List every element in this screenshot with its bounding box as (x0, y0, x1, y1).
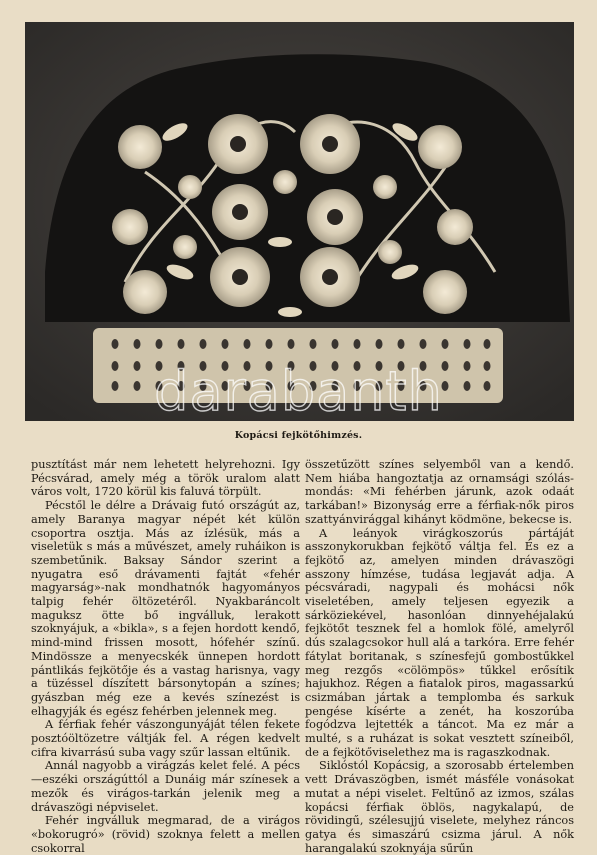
figure-caption: Kopácsi fejkötőhimzés. (234, 430, 363, 441)
paragraph: Siklóstól Kopácsig, a szorosabb értelemben vett Drávaszögben, ismét másféle vonásokat mutat a népi viselet. Feltűnő az izmos, szálas kopácsi férfiak öblös, nagykalapú, de rövidingű, szélesujjú viselete, melyhez ráncos gatya és simaszárú csizma járul. A nők harangalakú szoknyája sűrűn (305, 759, 574, 855)
paragraph: A férfiak fehér vászongunyáját télen fekete posztóöltözetre váltják fel. A régen kedvelt cifra kivarrású suba vagy szűr lassan eltűnik. (31, 718, 300, 759)
paragraph: Annál nagyobb a virágzás kelet felé. A pécs—eszéki országúttól a Dunáig már színesek a mezők és virágos-tarkán jelenik meg a drávaszögi népviselet. (31, 759, 300, 814)
paragraph: összetűzött színes selyemből van a kendő. Nem hiába hangoztatja az ornamsági szólás-mondás: «Mi fehérben járunk, azok odaát tarkában!» Bizonyság erre a férfiak-nők piros szattyánvirággal kihányt ködmöne, bekecse is. (305, 458, 574, 526)
right-text-column (305, 458, 574, 855)
paragraph: pusztítást már nem lehetett helyrehozni. Igy Pécsvárad, amely még a török uralom alatt város volt, 1720 körül kis faluvá törpült. (31, 458, 300, 499)
left-text-column (31, 458, 300, 855)
paragraph: Fehér ingválluk megmarad, de a virágos «bokorugró» (rövid) szoknya felett a mellen csokorral (31, 814, 300, 855)
paragraph: A leányok virágkoszorús pártáját asszonykorukban fejkötő váltja fel. És ez a fejkötő az, amelyen minden drávaszögi asszony hímzése, tudása legjavát adja. A pécsváradi, nagypali és mohácsi nők viseletében, amely teljesen egyezik a sárköziekével, hasonlóan dinnyehéjalakú fejkötőt tesznek fel a homlok fölé, amelyről dús szalagcsokor hull alá a tarkóra. Erre fehér fátylat boritanak, s színesfejű gombostűkkel meg rezgős «cölömpös» tűkkel erősítik hajukhoz. Régen a fiatalok piros, magassarkú csizmában jártak a templomba és sarkuk pengése kísérte a zenét, ha koszorúba fogódzva lejtették a táncot. Ma ez már a multé, s a ruházat is sokat vesztett színeiből, de a fejkötőviselethez ma is ragaszkodnak. (305, 526, 574, 759)
embroidered-bonnet-icon (25, 22, 574, 421)
paragraph: Pécstől le délre a Drávaig futó országút az, amely Baranya magyar népét két külön csoportra osztja. Más az ízlésük, más a viseletük s más a művészet, amely ruháikon is szembetűnik. Baksay Sándor szerint a nyugatra eső drávamenti fajtát «fehér magyarság»-nak mondhatnók hagyományos talpig fehér öltözetéről. Nyakbaráncolt maguksz ötte bő ingválluk, lerakott szoknyájuk, a «bikla», s a fejen hordott kendő, mind-mind frissen mosott, hófehér színű. Mindössze a menyecskék ünnepen hordott pántlikás fejkötője és a vastag harisnya, vagy a tüzéssel díszített bársonytopán a színes; gyászban még eze a kevés színezést is elhagyják és egész fehérben jelennek meg. (31, 499, 300, 718)
embroidery-photo (25, 22, 574, 421)
